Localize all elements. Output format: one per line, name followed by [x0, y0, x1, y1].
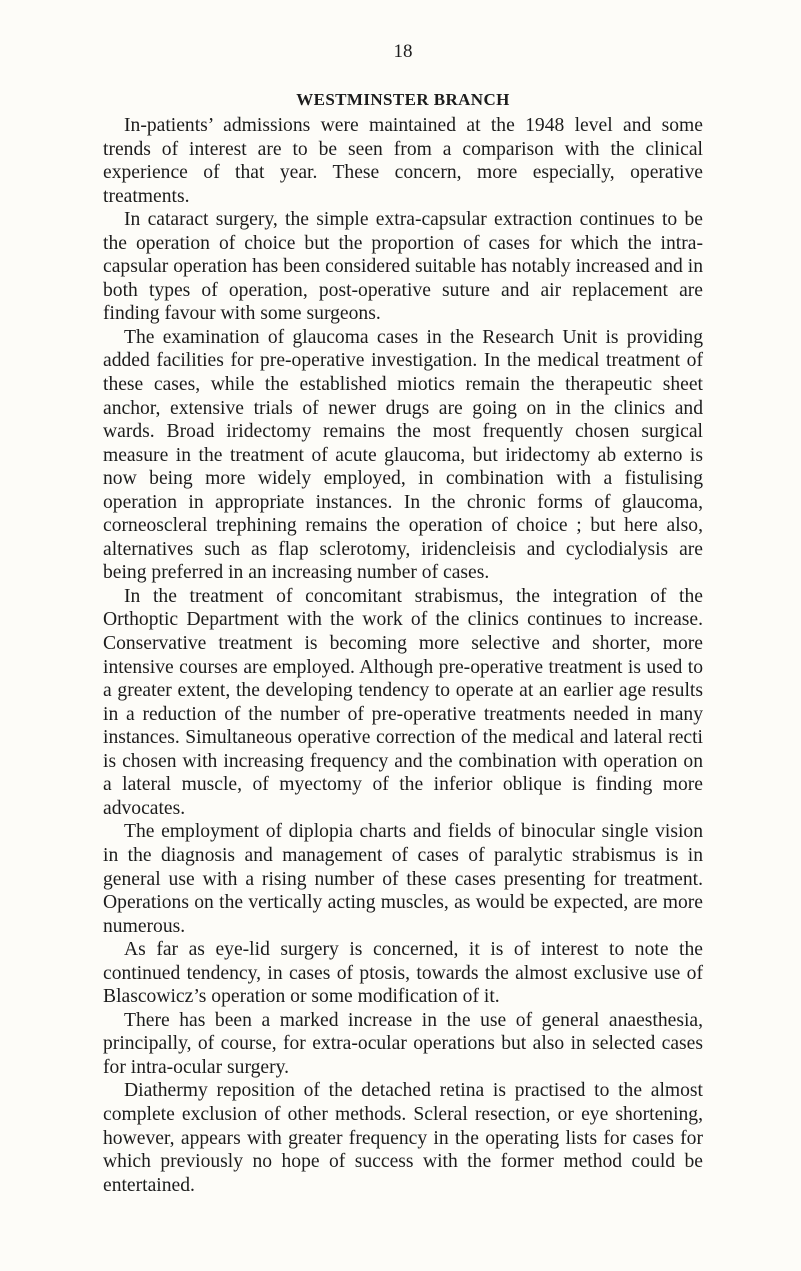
paragraph-retina: Diathermy reposition of the detached retina is practised to the almost complete exclusion of other methods. Scleral resection, or eye shortening, however, appears with greater frequency in the operating lists for cases for which previously no hope of success with the former method could be entertained.: [103, 1080, 703, 1196]
paragraph-admissions: In-patients’ admissions were maintained at the 1948 level and some trends of interest are to be seen from a comparison with the clinical experience of that year. These concern, more especially, operative treatments.: [103, 115, 703, 207]
paragraph-eye-lid-surgery: As far as eye-lid surgery is concerned, it is of interest to note the continued tendency, in cases of ptosis, towards the almost exclusive use of Blascowicz’s operation or some modification of it.: [103, 939, 703, 1008]
paragraph-anaesthesia: There has been a marked increase in the use of general anaesthesia, principally, of course, for extra-ocular operations but also in selected cases for intra-ocular surgery.: [103, 1009, 703, 1078]
paragraph-glaucoma: The examination of glaucoma cases in the Research Unit is providing added facilities for pre-operative investigation. In the medical treatment of these cases, while the established miotics remain the therapeutic sheet anchor, extensive trials of newer drugs are going on in the clinics and wards. Broad iridectomy remains the most frequently chosen surgical measure in the treatment of acute glaucoma, but iridectomy ab externo is now being more widely employed, in combination with a fistulising operation in appropriate instances. In the chronic forms of glaucoma, corneoscleral trephining remains the operation of choice ; but here also, alternatives such as flap sclerotomy, iridencleisis and cyclodialysis are being preferred in an increasing number of cases.: [103, 326, 703, 584]
page-number: 18: [393, 41, 413, 62]
section-heading: WESTMINSTER BRANCH: [296, 90, 510, 109]
paragraph-concomitant-strabismus: In the treatment of concomitant strabismus, the integration of the Orthoptic Department with the work of the clinics continues to increase. Conservative treatment is becoming more selective and shorter, more intensive courses are employed. Although pre-operative treatment is used to a greater extent, the developing tendency to operate at an earlier age results in a reduction of the number of pre-operative treatments needed in many instances. Simultaneous operative correction of the medical and lateral recti is chosen with increasing frequency and the combination with operation on a lateral muscle, of myectomy of the inferior oblique is finding more advocates.: [103, 585, 703, 819]
paragraph-cataract-surgery: In cataract surgery, the simple extra-capsular extraction continues to be the operation of choice but the proportion of cases for which the intra-capsular operation has been considered suitable has notably increased and in both types of operation, post-operative suture and air replacement are finding favour with some surgeons.: [103, 209, 703, 325]
paragraph-paralytic-strabismus: The employment of diplopia charts and fields of binocular single vision in the diagnosis and management of cases of paralytic strabismus is in general use with a rising number of these cases presenting for treatment. Operations on the vertically acting muscles, as would be expected, are more numerous.: [103, 821, 703, 937]
document-page: [103, 40, 703, 1197]
